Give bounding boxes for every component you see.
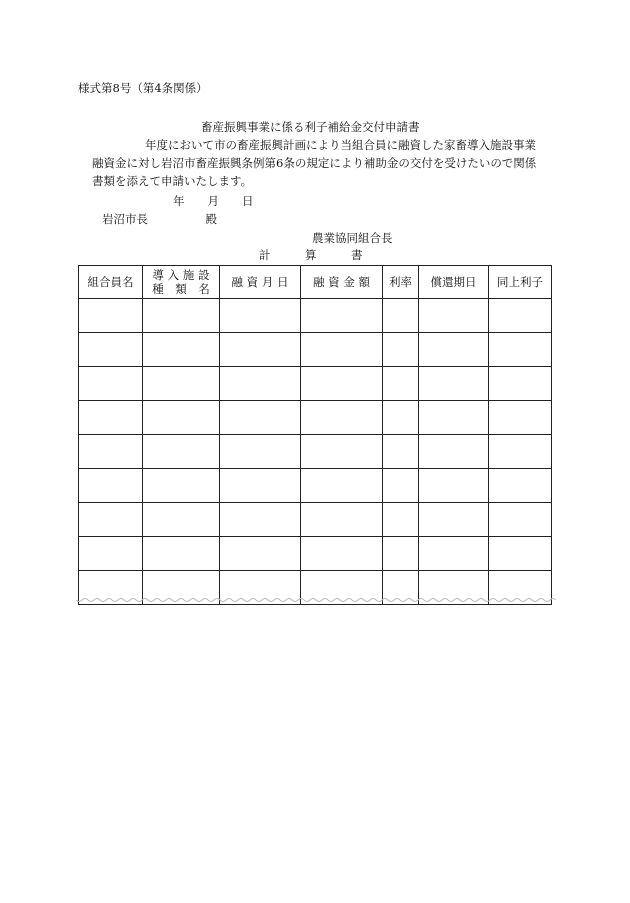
table-row [79, 299, 552, 333]
table-cell[interactable] [220, 435, 301, 469]
table-cell[interactable] [489, 367, 552, 401]
table-row [79, 537, 552, 571]
table-cell[interactable] [143, 401, 220, 435]
table-cell[interactable] [220, 469, 301, 503]
table-cell[interactable] [383, 401, 419, 435]
body-line-2: 融資金に対し岩沼市畜産振興条例第6条の規定により補助金の交付を受けたいので関係 [92, 156, 537, 170]
table-cell[interactable] [301, 333, 383, 367]
table-header-row [79, 266, 552, 299]
col-header-facility-line2: 種 類 名 [152, 282, 210, 296]
table-cell[interactable] [301, 299, 383, 333]
table-cell[interactable] [489, 503, 552, 537]
table-cell[interactable] [220, 299, 301, 333]
col-header-loan-amount: 融 資 金 額 [301, 266, 383, 299]
table-row [79, 503, 552, 537]
table-cell[interactable] [220, 333, 301, 367]
table-cell[interactable] [220, 503, 301, 537]
table-cell[interactable] [489, 435, 552, 469]
table-cell[interactable] [489, 537, 552, 571]
col-header-facility-line1: 導 入 施 設 [152, 268, 210, 282]
table-cell[interactable] [301, 435, 383, 469]
date-line: 年 月 日 [173, 194, 254, 208]
table-cell[interactable] [419, 469, 489, 503]
table-cell[interactable] [383, 469, 419, 503]
calculation-table [78, 265, 552, 605]
torn-edge-mark [76, 597, 556, 605]
table-row [79, 401, 552, 435]
table-cell[interactable] [419, 503, 489, 537]
table-cell[interactable] [383, 299, 419, 333]
table-cell[interactable] [220, 367, 301, 401]
col-header-member-name: 組合員名 [79, 266, 143, 299]
table-cell[interactable] [143, 367, 220, 401]
form-title: 畜産振興事業に係る利子補給金交付申請書 [201, 120, 420, 134]
table-cell[interactable] [419, 537, 489, 571]
body-line-3: 書類を添えて申請いたします。 [92, 174, 253, 188]
table-cell[interactable] [383, 333, 419, 367]
table-cell[interactable] [383, 367, 419, 401]
table-cell[interactable] [489, 401, 552, 435]
table-cell[interactable] [301, 367, 383, 401]
calc-sheet-title: 計 算 書 [259, 248, 363, 262]
addressee: 岩沼市長 殿 [102, 212, 217, 226]
table-cell[interactable] [301, 537, 383, 571]
table-cell[interactable] [489, 299, 552, 333]
table-row [79, 367, 552, 401]
applicant-title: 農業協同組合長 [312, 231, 393, 245]
table-cell[interactable] [79, 537, 143, 571]
table-cell[interactable] [79, 401, 143, 435]
table-cell[interactable] [79, 469, 143, 503]
body-line-1: 年度において市の畜産振興計画により当組合員に融資した家畜導入施設事業 [145, 138, 536, 152]
col-header-interest-rate: 利率 [383, 266, 419, 299]
table-cell[interactable] [489, 469, 552, 503]
table-cell[interactable] [143, 435, 220, 469]
table-body [79, 299, 552, 605]
col-header-loan-date: 融 資 月 日 [220, 266, 301, 299]
form-number: 様式第8号（第4条関係） [78, 81, 208, 95]
table-cell[interactable] [79, 435, 143, 469]
table-cell[interactable] [419, 299, 489, 333]
table-cell[interactable] [383, 537, 419, 571]
table-row [79, 333, 552, 367]
table-row [79, 469, 552, 503]
col-header-repayment-date: 償還期日 [419, 266, 489, 299]
col-header-interest: 同上利子 [489, 266, 552, 299]
table-cell[interactable] [383, 435, 419, 469]
table-cell[interactable] [419, 367, 489, 401]
table-cell[interactable] [419, 435, 489, 469]
table-cell[interactable] [143, 469, 220, 503]
table-cell[interactable] [143, 537, 220, 571]
table-cell[interactable] [419, 333, 489, 367]
table-cell[interactable] [143, 333, 220, 367]
table-cell[interactable] [301, 401, 383, 435]
table-cell[interactable] [489, 333, 552, 367]
table-cell[interactable] [301, 503, 383, 537]
table-cell[interactable] [79, 367, 143, 401]
col-header-facility-type [143, 266, 220, 299]
table-cell[interactable] [143, 503, 220, 537]
table-row [79, 435, 552, 469]
table-cell[interactable] [79, 299, 143, 333]
table-cell[interactable] [79, 503, 143, 537]
table-cell[interactable] [301, 469, 383, 503]
table-cell[interactable] [383, 503, 419, 537]
table-cell[interactable] [220, 537, 301, 571]
table-cell[interactable] [143, 299, 220, 333]
table-cell[interactable] [419, 401, 489, 435]
table-cell[interactable] [79, 333, 143, 367]
table-cell[interactable] [220, 401, 301, 435]
